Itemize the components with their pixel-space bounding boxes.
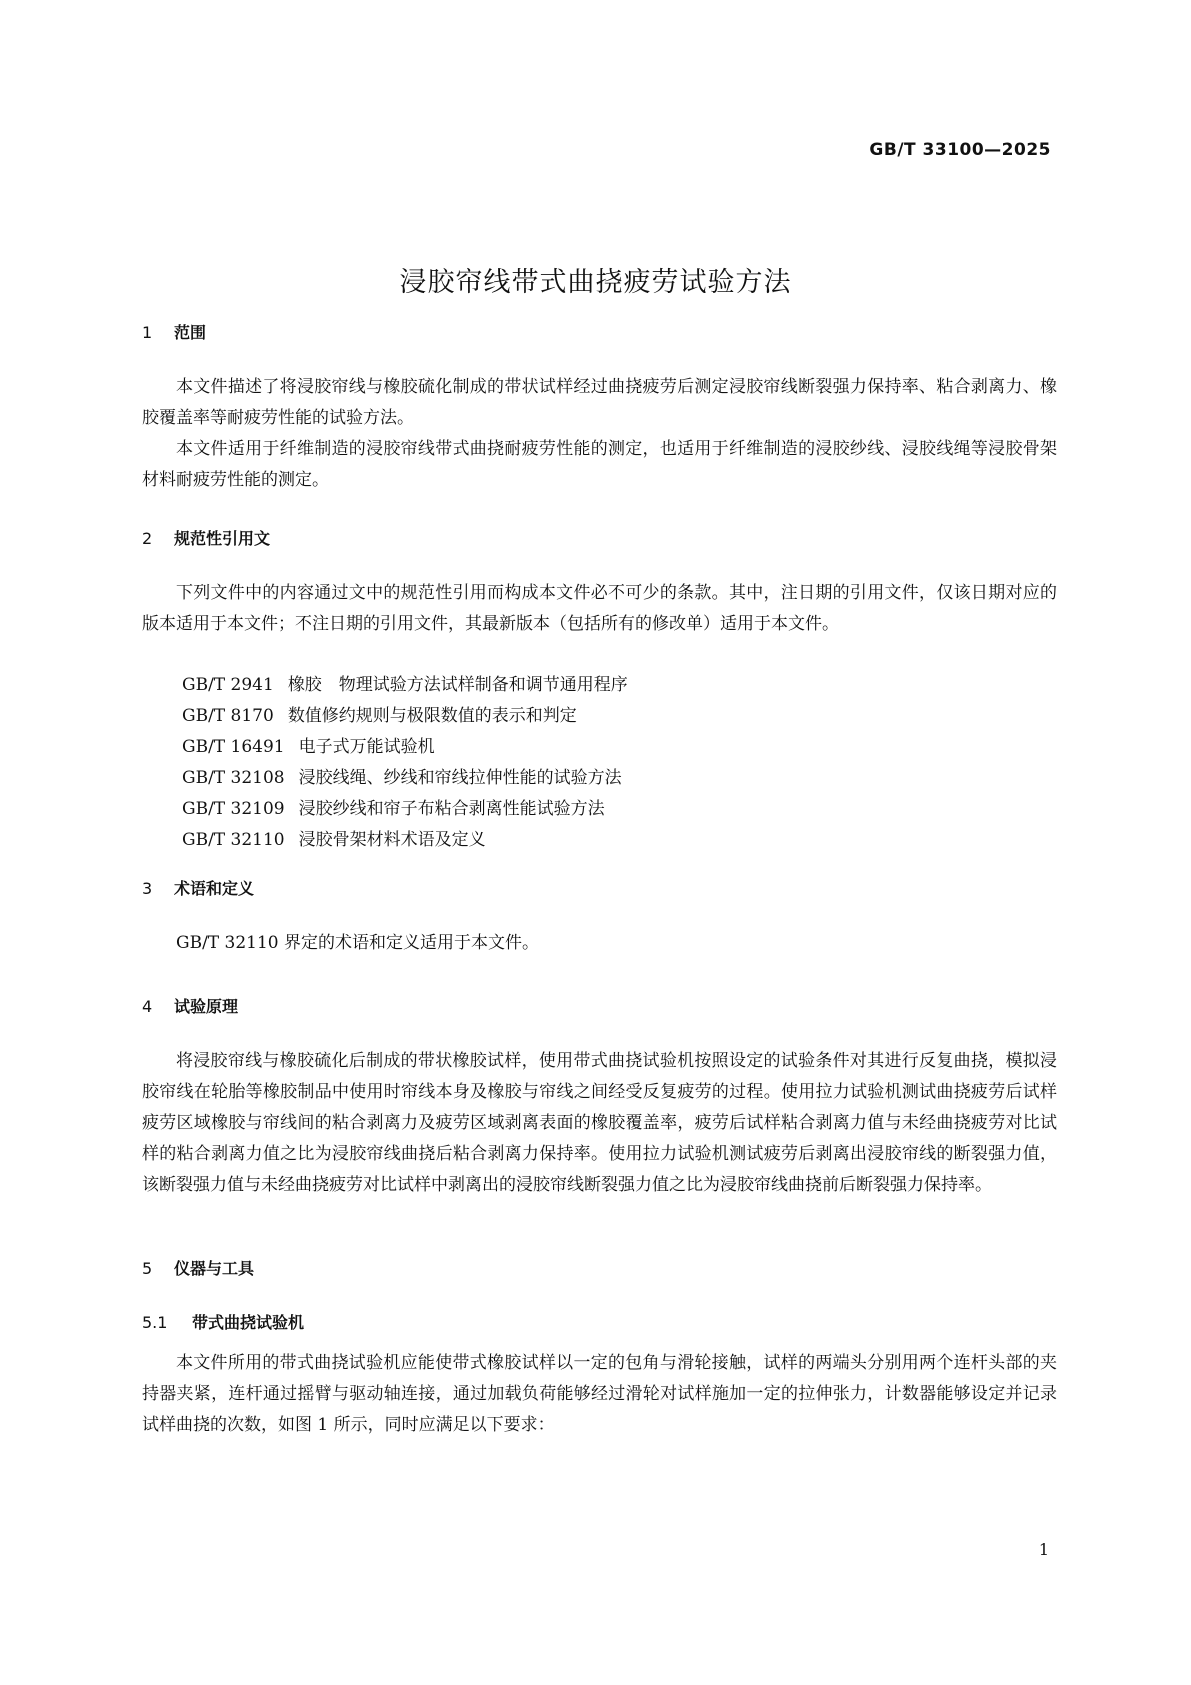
- section-heading-principle: [142, 994, 238, 1017]
- section-number: 1: [142, 323, 153, 342]
- reference-code: GB/T 2941: [182, 675, 274, 695]
- section-heading-scope: [142, 320, 206, 343]
- section-title: 范围: [174, 323, 207, 342]
- reference-item: [182, 825, 628, 856]
- reference-code: GB/T 8170: [182, 706, 274, 726]
- section-number: 3: [142, 879, 153, 898]
- subsection-number: 5.1: [142, 1313, 168, 1332]
- reference-code: GB/T 32109: [182, 799, 285, 819]
- reference-title: 浸胶纱线和帘子布粘合剥离性能试验方法: [298, 799, 605, 819]
- scope-paragraph-2: 本文件适用于纤维制造的浸胶帘线带式曲挠耐疲劳性能的测定，也适用于纤维制造的浸胶纱线、浸胶线绳等浸胶骨架材料耐疲劳性能的测定。: [142, 439, 1057, 490]
- apparatus-paragraph: 本文件所用的带式曲挠试验机应能使带式橡胶试样以一定的包角与滑轮接触，试样的两端头分别用两个连杆头部的夹持器夹紧，连杆通过摇臂与驱动轴连接，通过加载负荷能够经过滑轮对试样施加一定的拉伸张力，计数器能够设定并记录试样曲挠的次数，如图 1 所示，同时应满足以下要求：: [142, 1353, 1057, 1435]
- reference-item: [182, 701, 628, 732]
- reference-item: [182, 763, 628, 794]
- section-number: 5: [142, 1259, 153, 1278]
- section-title: 术语和定义: [174, 879, 255, 898]
- section-heading-normative-refs: [142, 526, 270, 549]
- standard-code: GB/T 33100—2025: [869, 140, 1051, 160]
- reference-item: [182, 794, 628, 825]
- reference-item: [182, 670, 628, 701]
- page-number: 1: [1038, 1540, 1049, 1559]
- reference-title: 橡胶 物理试验方法试样制备和调节通用程序: [287, 675, 628, 695]
- section-title: 规范性引用文: [174, 529, 271, 548]
- normative-refs-intro: 下列文件中的内容通过文中的规范性引用而构成本文件必不可少的条款。其中，注日期的引用文件，仅该日期对应的版本适用于本文件；不注日期的引用文件，其最新版本（包括所有的修改单）适用于本文件。: [142, 583, 1057, 634]
- reference-code: GB/T 32110: [182, 830, 285, 850]
- section-title: 仪器与工具: [174, 1259, 255, 1278]
- section-heading-terms: [142, 876, 254, 899]
- section-number: 4: [142, 997, 153, 1016]
- section-heading-apparatus: [142, 1256, 254, 1279]
- reference-title: 浸胶线绳、纱线和帘线拉伸性能的试验方法: [298, 768, 622, 788]
- reference-code: GB/T 32108: [182, 768, 285, 788]
- reference-title: 电子式万能试验机: [298, 737, 435, 757]
- reference-code: GB/T 16491: [182, 737, 285, 757]
- subsection-heading-belt-flex-tester: [142, 1310, 304, 1333]
- reference-title: 浸胶骨架材料术语及定义: [298, 830, 486, 850]
- scope-paragraph-1: 本文件描述了将浸胶帘线与橡胶硫化制成的带状试样经过曲挠疲劳后测定浸胶帘线断裂强力保持率、粘合剥离力、橡胶覆盖率等耐疲劳性能的试验方法。: [142, 377, 1057, 428]
- subsection-title: 带式曲挠试验机: [192, 1313, 305, 1332]
- section-number: 2: [142, 529, 153, 548]
- reference-title: 数值修约规则与极限数值的表示和判定: [287, 706, 577, 726]
- reference-item: [182, 732, 628, 763]
- principle-paragraph: 将浸胶帘线与橡胶硫化后制成的带状橡胶试样，使用带式曲挠试验机按照设定的试验条件对其进行反复曲挠，模拟浸胶帘线在轮胎等橡胶制品中使用时帘线本身及橡胶与帘线之间经受反复疲劳的过程。使用拉力试验机测试曲挠疲劳后试样疲劳区域橡胶与帘线间的粘合剥离力及疲劳区域剥离表面的橡胶覆盖率，疲劳后试样粘合剥离力值与未经曲挠疲劳对比试样的粘合剥离力值之比为浸胶帘线曲挠后粘合剥离力保持率。使用拉力试验机测试疲劳后剥离出浸胶帘线的断裂强力值，该断裂强力值与未经曲挠疲劳对比试样中剥离出的浸胶帘线断裂强力值之比为浸胶帘线曲挠前后断裂强力保持率。: [142, 1051, 1057, 1195]
- document-title: 浸胶帘线带式曲挠疲劳试验方法: [399, 267, 792, 299]
- section-title: 试验原理: [174, 997, 239, 1016]
- reference-list: [182, 670, 628, 856]
- terms-paragraph: GB/T 32110 界定的术语和定义适用于本文件。: [176, 933, 540, 953]
